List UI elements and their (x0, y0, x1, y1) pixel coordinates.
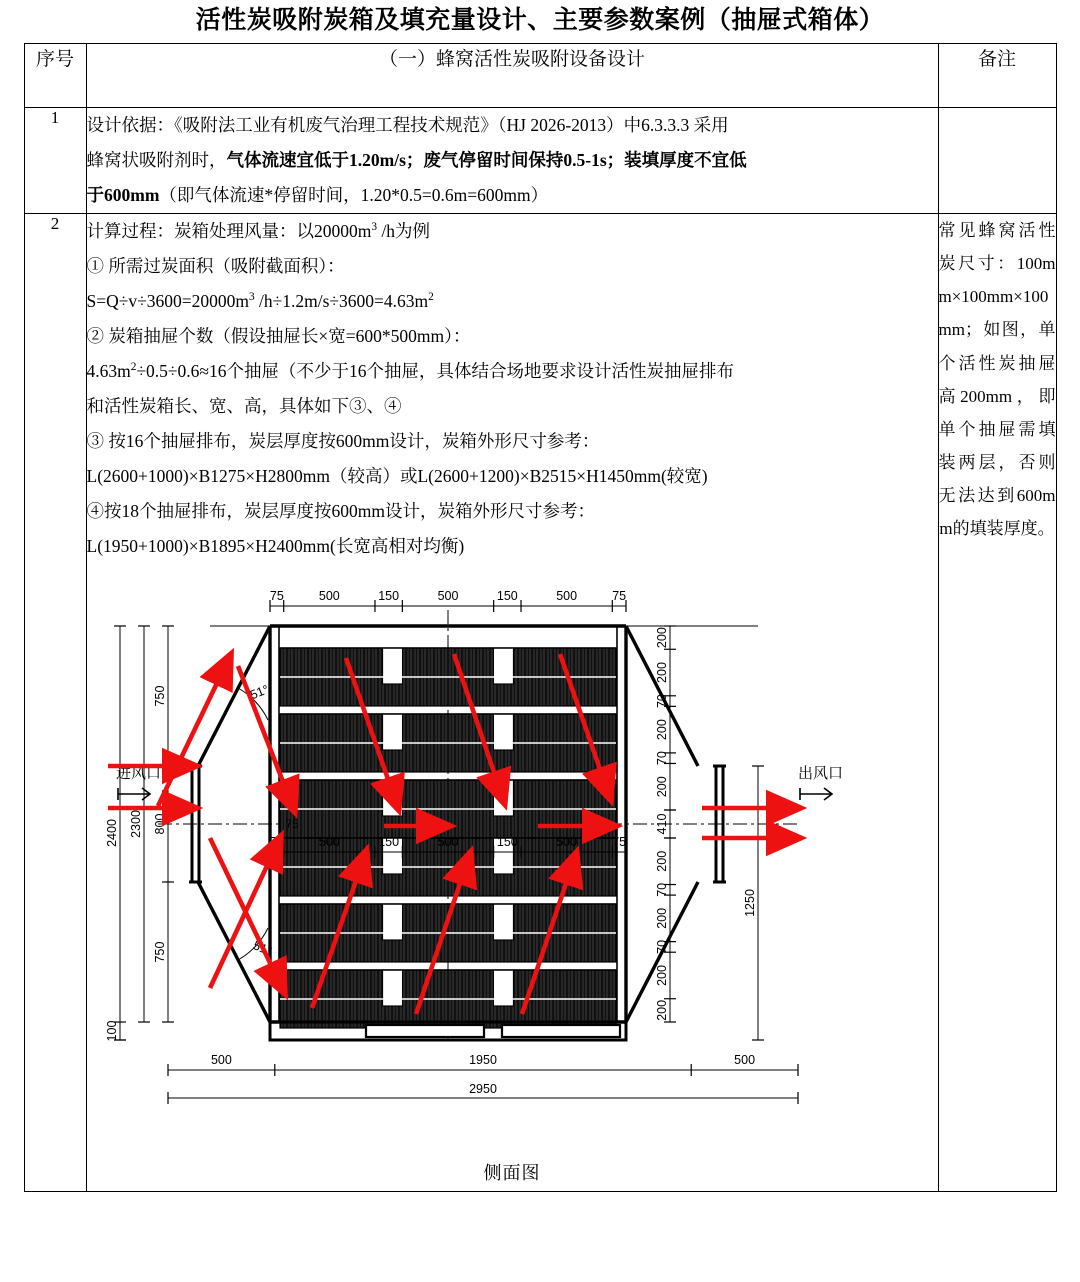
left-segment-dimension-label: 750 (153, 941, 167, 963)
drawer-gap (493, 648, 513, 684)
base-foot (502, 1025, 620, 1037)
right-lower-dimension-label: 70 (655, 939, 669, 954)
table-row (24, 214, 1056, 1192)
text-run: ③ 按16个抽屉排布，炭层厚度按600mm设计，炭箱外形尺寸参考： (86, 431, 600, 451)
text-line (87, 529, 938, 564)
cone-flow-arrow (158, 656, 230, 806)
text-line (87, 459, 938, 494)
left-segment-dimension-label: 800 (153, 813, 167, 835)
top-dimension-label: 500 (556, 589, 578, 603)
text-run: （即气体流速*停留时间，1.20*0.5=0.6m=600mm） (159, 185, 549, 205)
angle-label-bottom: 51° (251, 938, 274, 959)
drawer-gap (493, 904, 513, 940)
text-run: L(1950+1000)×B1895×H2400mm(长宽高相对均衡) (86, 536, 465, 556)
carbon-drawer-row (280, 780, 616, 838)
right-upper-dimension-label: 200 (655, 662, 669, 683)
mid-dimension-label: 500 (318, 835, 340, 849)
drawing-svg (98, 570, 926, 1155)
drawer-gap (383, 904, 403, 940)
right-upper-dimension-label: 70 (655, 751, 669, 766)
header-note: 备注 (938, 44, 1056, 108)
right-upper-dimension-label: 70 (655, 694, 669, 709)
text-line (87, 389, 938, 424)
mid-dimension-label: 500 (437, 835, 459, 849)
drawer-gap (383, 714, 403, 750)
text-line (87, 494, 938, 529)
text-run: 和活性炭箱长、宽、高，具体如下③、④ (86, 396, 402, 416)
text-run: L(2600+1000)×B1275×H2800mm（较高）或L(2600+1200)×B2515×H1450mm(较宽) (86, 466, 708, 486)
bottom-dimension-label: 1950 (469, 1053, 497, 1067)
total-dimension-label: 2950 (469, 1082, 497, 1096)
row-note (938, 108, 1056, 214)
left-outer-dimension-label: 2400 (105, 819, 119, 847)
inner-mark-right: 75 (597, 819, 611, 831)
text-emphasis: 气体流速宜低于1.20m/s；废气停留时间保持0.5-1s；装填厚度不宜低 (226, 150, 747, 170)
parameters-table (24, 43, 1057, 1192)
bottom-dimension-label: 500 (734, 1053, 756, 1067)
outlet-label: 出风口 (798, 766, 844, 782)
right-lower-dimension-label: 70 (655, 882, 669, 897)
text-run: 蜂窝状吸附剂时， (86, 150, 227, 170)
drawing-caption: 侧面图 (483, 1163, 541, 1183)
right-lower-dimension-label: 200 (655, 850, 669, 872)
left-base-dimension-label: 100 (105, 1020, 119, 1042)
left-segment-dimension-label: 750 (153, 685, 167, 707)
top-dimension-label: 150 (378, 589, 400, 603)
bottom-dimension-label: 500 (210, 1053, 232, 1067)
outlet-flow-glyph (800, 788, 832, 800)
mid-dimension-label: 150 (496, 835, 518, 849)
right-upper-dimension-label: 200 (655, 627, 669, 649)
text-line (87, 143, 938, 178)
paragraph-block-1 (87, 108, 938, 213)
text-line (87, 424, 938, 459)
left-inner-dimension-label: 2300 (129, 810, 143, 838)
header-no: 序号 (24, 44, 86, 108)
text-run: 计算过程：炭箱处理风量：以$20000m^3$ /h为例 (86, 221, 431, 241)
top-dimension-label: 150 (496, 589, 518, 603)
right-centre-dimension-label: 410 (655, 813, 669, 835)
top-dimension-label: 75 (269, 589, 284, 603)
angle-label-top: 51° (248, 682, 271, 703)
text-line (87, 178, 938, 213)
mid-dimension-label: 75 (612, 835, 627, 849)
drawer-gap (383, 970, 403, 1006)
right-lower-dimension-label: 200 (655, 907, 669, 929)
text-run: $4.63m^2\div 0.5\div 0.6\approx 16$个抽屉（不少于16个抽屉，具体结合场地要求设计活性炭抽屉排布 (86, 361, 734, 381)
right-overall-dimension-label: 1250 (743, 889, 757, 917)
text-line (87, 354, 938, 389)
page-title: 活性炭吸附炭箱及填充量设计、主要参数案例（抽屉式箱体） (195, 7, 885, 34)
text-line (87, 108, 938, 143)
row-content (86, 214, 938, 1192)
drawer-gap (493, 970, 513, 1006)
right-lower-dimension-label: 200 (655, 999, 669, 1021)
side-view-drawing (98, 570, 926, 1155)
text-run: 设计依据：《吸附法工业有机废气治理工程技术规范》（HJ 2026-2013）中6.3.3.3 采用 (86, 115, 729, 135)
mid-dimension-label: 150 (378, 835, 400, 849)
base-foot (366, 1025, 484, 1037)
mid-dimension-label: 500 (556, 835, 578, 849)
top-dimension-label: 500 (318, 589, 340, 603)
right-lower-dimension-label: 200 (655, 965, 669, 986)
row-number: 1 (24, 108, 86, 214)
text-run: ① 所需过炭面积（吸附截面积）： (86, 256, 345, 276)
paragraph-block-2 (87, 214, 938, 564)
inner-mark-left: 75 (285, 819, 299, 831)
text-line (87, 214, 938, 249)
drawer-gap (383, 648, 403, 684)
inlet-flow-glyph (118, 788, 150, 800)
carbon-drawer-row (280, 714, 616, 772)
table-header-row (24, 44, 1056, 108)
mid-dimension-label: 75 (269, 835, 284, 849)
carbon-drawer-row (280, 970, 616, 1028)
text-emphasis: 于600mm (86, 185, 160, 205)
row-number: 2 (24, 214, 86, 1192)
text-run: ④按18个抽屉排布，炭层厚度按600mm设计，炭箱外形尺寸参考： (86, 501, 595, 521)
text-line (87, 319, 938, 354)
top-dimension-label: 75 (612, 589, 627, 603)
header-section: （一）蜂窝活性炭吸附设备设计 (86, 44, 938, 108)
row-content (86, 108, 938, 214)
drawer-gap (493, 714, 513, 750)
top-dimension-label: 500 (437, 589, 459, 603)
text-run: $S=Q\div v\div 3600=20000m^3$ $/h\div 1.2m/s\div 3600=4.63m^2$ (86, 291, 434, 311)
text-run: ② 炭箱抽屉个数（假设抽屉长×宽=600*500mm）： (86, 326, 471, 346)
row-note: 常见蜂窝活性炭尺寸：100mm×100mm×100mm；如图，单个活性炭抽屉高200mm，即单个抽屉需填装两层，否则无法达到600mm的填装厚度。 (938, 214, 1056, 1192)
right-upper-dimension-label: 200 (655, 719, 669, 741)
text-line (87, 284, 938, 319)
inlet-label: 进风口 (116, 766, 162, 782)
table-row (24, 108, 1056, 214)
right-upper-dimension-label: 200 (655, 776, 669, 798)
text-line (87, 249, 938, 284)
